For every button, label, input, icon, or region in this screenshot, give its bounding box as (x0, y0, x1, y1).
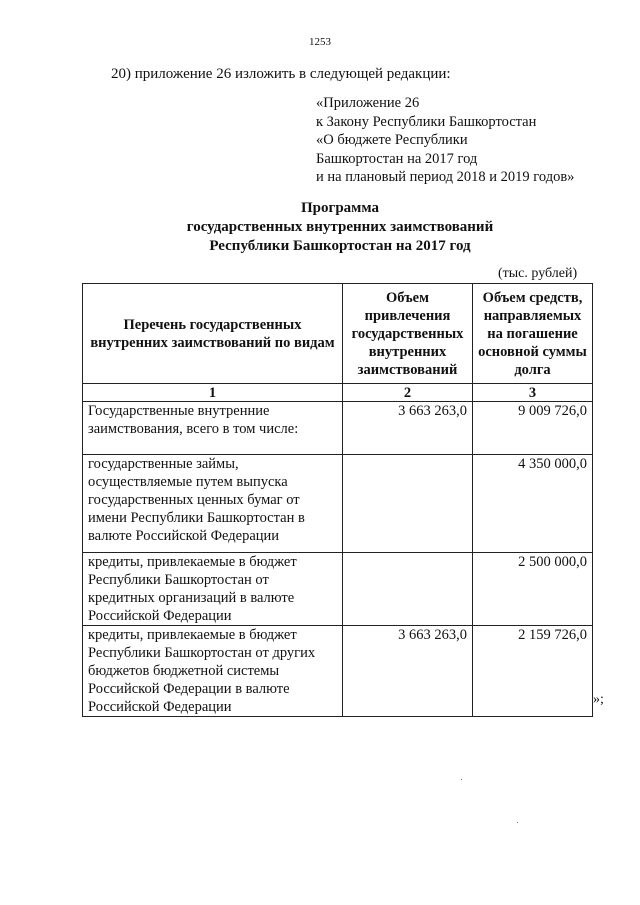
title-line: Республики Башкортостан на 2017 год (209, 238, 471, 254)
column-number: 3 (473, 384, 593, 402)
appendix-reference (316, 94, 574, 187)
repayment-value: 2 159 726,0 (473, 626, 593, 717)
closing-quote: »; (593, 692, 604, 707)
document-title (80, 199, 600, 256)
scan-speck (461, 779, 462, 780)
table-row (83, 402, 593, 455)
units-label: (тыс. рублей) (498, 266, 578, 281)
attraction-value (343, 553, 473, 626)
column-number: 1 (83, 384, 343, 402)
appendix-line: Башкортостан на 2017 год (316, 150, 478, 167)
appendix-line: и на плановый период 2018 и 2019 годов» (316, 169, 575, 185)
attraction-value: 3 663 263,0 (343, 402, 473, 455)
table-header-row (83, 284, 593, 384)
borrowing-program-table (82, 283, 593, 717)
amendment-intro: 20) приложение 26 изложить в следующей редакции: (111, 66, 451, 82)
table-row (83, 553, 593, 626)
header-borrowing-types: Перечень государственных внутренних заимствований по видам (83, 284, 343, 384)
repayment-value: 2 500 000,0 (473, 553, 593, 626)
appendix-line: «Приложение 26 (316, 95, 420, 111)
header-attraction-volume: Объем привлечения государственных внутренних заимствований (343, 284, 473, 384)
row-name: кредиты, привлекаемые в бюджет Республики Башкортостан от кредитных организаций в валюте Российской Федерации (83, 553, 343, 626)
column-number: 2 (343, 384, 473, 402)
title-line: государственных внутренних заимствований (186, 219, 494, 235)
table-row (83, 626, 593, 717)
scan-speck (517, 822, 518, 823)
appendix-line: «О бюджете Республики (316, 132, 468, 148)
page-number: 1253 (309, 36, 331, 48)
appendix-line: к Закону Республики Башкортостан (316, 113, 537, 130)
column-number-row (83, 384, 593, 402)
title-line: Программа (301, 200, 379, 216)
row-name: кредиты, привлекаемые в бюджет Республики Башкортостан от других бюджетов бюджетной системы Российской Федерации в валюте Российской Федерации (83, 626, 343, 717)
row-name: Государственные внутренние заимствования, всего в том числе: (83, 402, 343, 455)
header-repayment-volume: Объем средств, направляемых на погашение основной суммы долга (473, 284, 593, 384)
row-name: государственные займы, осуществляемые путем выпуска государственных ценных бумаг от имени Республики Башкортостан в валюте Российской Федерации (83, 455, 343, 553)
repayment-value: 9 009 726,0 (473, 402, 593, 455)
attraction-value: 3 663 263,0 (343, 626, 473, 717)
attraction-value (343, 455, 473, 553)
table-row (83, 455, 593, 553)
repayment-value: 4 350 000,0 (473, 455, 593, 553)
